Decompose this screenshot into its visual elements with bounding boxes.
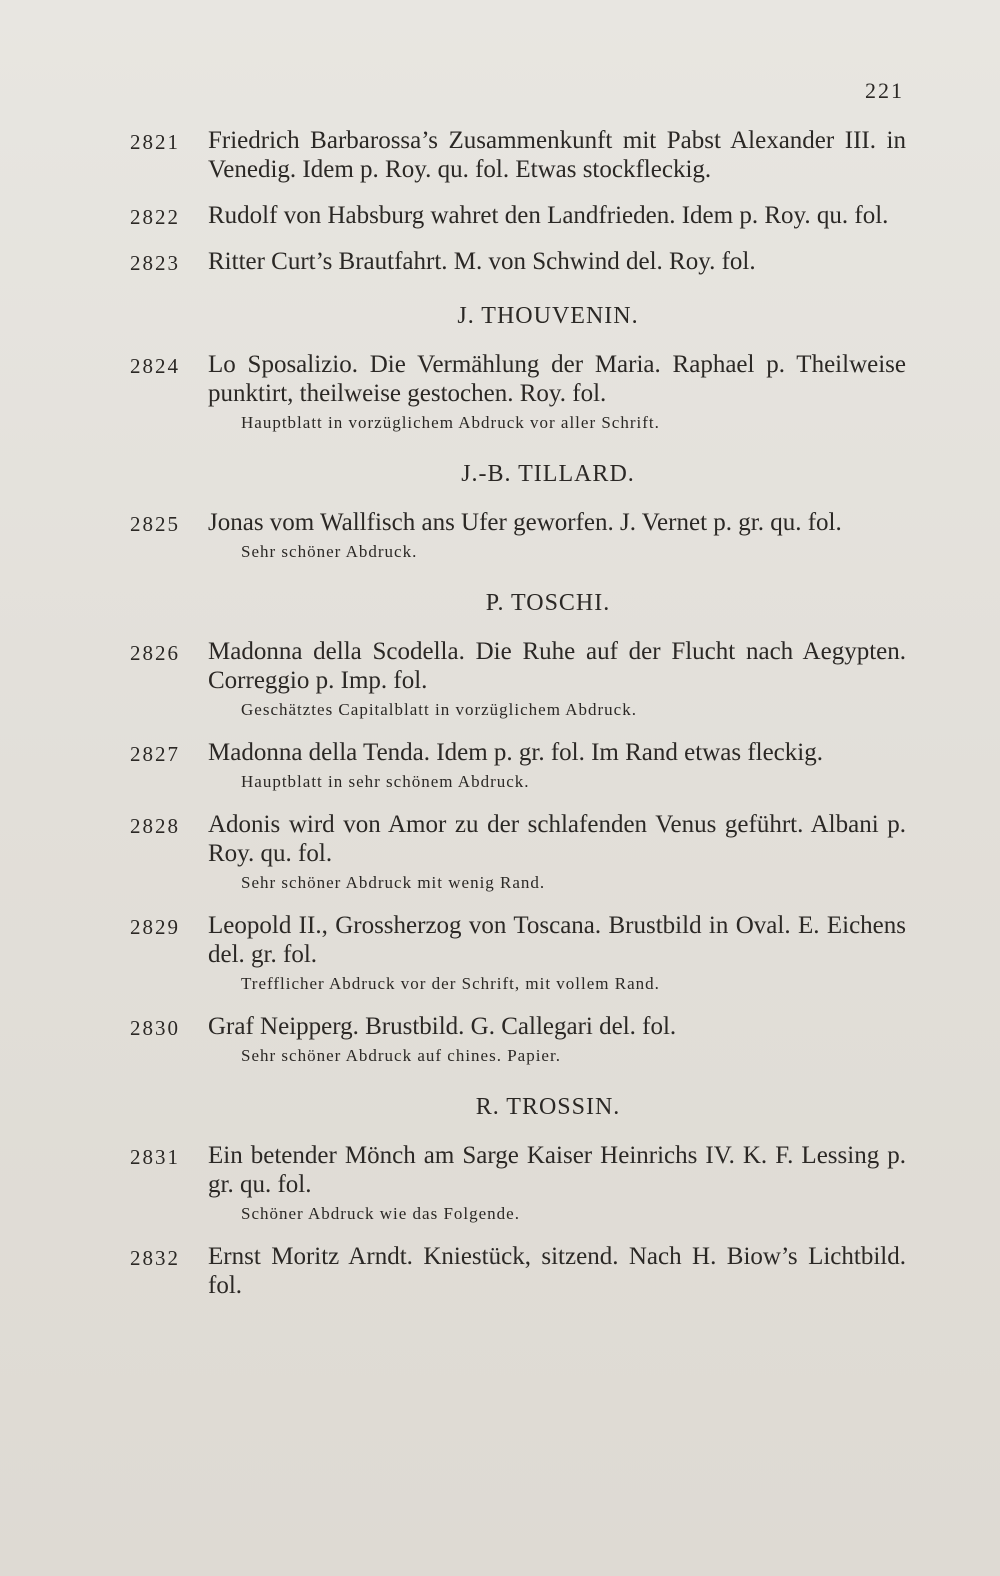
entry-number: 2825	[130, 512, 180, 536]
entry-number: 2829	[130, 915, 180, 939]
catalog-entry	[130, 911, 906, 995]
entry-number: 2828	[130, 814, 180, 838]
entry-number: 2827	[130, 742, 180, 766]
catalog-entry	[130, 810, 906, 894]
entry-text: Ein betender Mönch am Sarge Kaiser Heinrichs IV. K. F. Lessing p. gr. qu. fol.	[208, 1142, 906, 1198]
entry-text: Lo Sposalizio. Die Vermählung der Maria. Raphael p. Theilweise punktirt, theilweise gestochen. Roy. fol.	[208, 351, 906, 407]
entry-number: 2830	[130, 1016, 180, 1040]
artist-heading: R. TROSSIN.	[475, 1094, 621, 1120]
entry-text: Ernst Moritz Arndt. Kniestück, sitzend. Nach H. Biow’s Lichtbild. fol.	[208, 1243, 906, 1299]
catalog-entry	[130, 247, 906, 276]
entry-text: Jonas vom Wallfisch ans Ufer geworfen. J. Vernet p. gr. qu. fol.	[208, 509, 842, 536]
artist-heading: P. TOSCHI.	[485, 590, 611, 616]
catalog-entry	[130, 637, 906, 721]
entry-number: 2824	[130, 354, 180, 378]
catalog-entry	[130, 126, 906, 184]
entry-number: 2821	[130, 130, 180, 154]
artist-heading: J.-B. TILLARD.	[461, 461, 635, 487]
entry-text: Adonis wird von Amor zu der schlafenden Venus geführt. Albani p. Roy. qu. fol.	[208, 811, 906, 867]
entry-note: Hauptblatt in vorzüglichem Abdruck vor aller Schrift.	[241, 413, 660, 432]
entry-note: Sehr schöner Abdruck auf chines. Papier.	[241, 1046, 561, 1065]
entry-note: Geschätztes Capitalblatt in vorzüglichem Abdruck.	[241, 700, 637, 719]
catalog-entry	[130, 1012, 906, 1067]
entry-text: Friedrich Barbarossa’s Zusammenkunft mit Pabst Alexander III. in Venedig. Idem p. Roy. qu. fol. Etwas stockfleckig.	[208, 127, 906, 183]
entry-text: Madonna della Tenda. Idem p. gr. fol. Im Rand etwas fleckig.	[208, 739, 823, 766]
entry-note: Hauptblatt in sehr schönem Abdruck.	[241, 772, 530, 791]
entry-text: Graf Neipperg. Brustbild. G. Callegari del. fol.	[208, 1013, 677, 1040]
entry-text: Rudolf von Habsburg wahret den Landfrieden. Idem p. Roy. qu. fol.	[208, 202, 889, 229]
entry-note: Schöner Abdruck wie das Folgende.	[241, 1204, 520, 1223]
entry-note: Sehr schöner Abdruck.	[241, 542, 418, 561]
entry-text: Leopold II., Grossherzog von Toscana. Brustbild in Oval. E. Eichens del. gr. fol.	[208, 912, 906, 968]
entry-number: 2831	[130, 1145, 180, 1169]
catalog-entry	[130, 350, 906, 434]
entry-note: Trefflicher Abdruck vor der Schrift, mit vollem Rand.	[241, 974, 660, 993]
catalog-entry	[130, 1242, 906, 1300]
catalog-entry	[130, 508, 906, 563]
entry-text: Madonna della Scodella. Die Ruhe auf der Flucht nach Aegypten. Correggio p. Imp. fol.	[208, 638, 906, 694]
entry-number: 2823	[130, 251, 180, 275]
artist-heading: J. THOUVENIN.	[457, 303, 639, 329]
catalog-entry	[130, 738, 906, 793]
entry-number: 2826	[130, 641, 180, 665]
page-number: 221	[865, 78, 904, 103]
entry-number: 2832	[130, 1246, 180, 1270]
catalog-entry	[130, 1141, 906, 1225]
entry-note: Sehr schöner Abdruck mit wenig Rand.	[241, 873, 546, 892]
entry-number: 2822	[130, 205, 180, 229]
entry-text: Ritter Curt’s Brautfahrt. M. von Schwind del. Roy. fol.	[208, 248, 756, 275]
catalog-entry	[130, 201, 906, 230]
catalog-content	[130, 126, 906, 1317]
